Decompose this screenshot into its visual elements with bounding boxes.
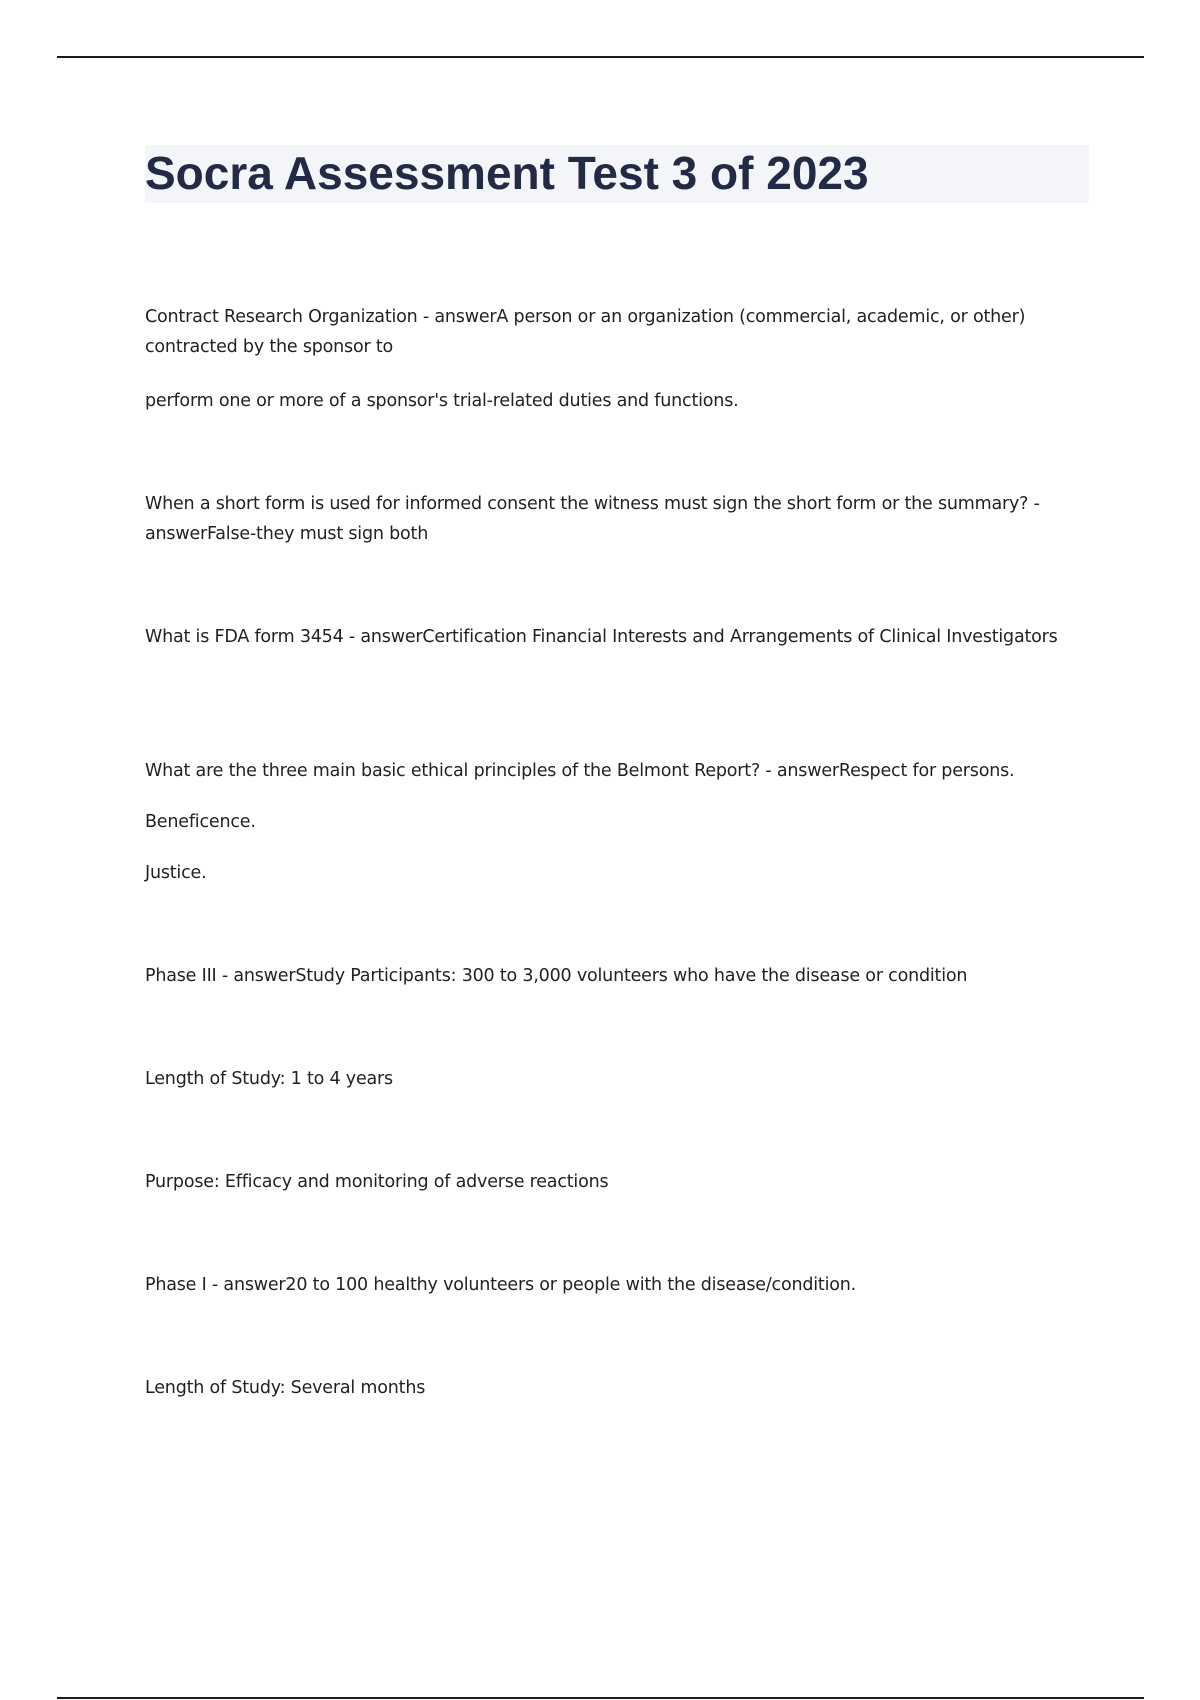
qa-fda-form: What is FDA form 3454 - answerCertification Financial Interests and Arrangements of Clinical Investigators bbox=[145, 627, 1058, 647]
qa-phase-three: Phase III - answerStudy Participants: 300 to 3,000 volunteers who have the disease or condition bbox=[145, 966, 968, 986]
qa-cro-question: Contract Research Organization - answerA person or an organization (commercial, academic, or other) contracted by the sponsor to bbox=[145, 307, 1026, 357]
bottom-rule bbox=[57, 1697, 1144, 1699]
page-title: Socra Assessment Test 3 of 2023 bbox=[145, 147, 869, 199]
top-rule bbox=[57, 56, 1144, 58]
qa-phase-three-purpose: Purpose: Efficacy and monitoring of adverse reactions bbox=[145, 1172, 609, 1192]
qa-belmont: What are the three main basic ethical principles of the Belmont Report? - answerRespect for persons. bbox=[145, 761, 1015, 781]
qa-belmont-justice: Justice. bbox=[145, 863, 207, 883]
qa-cro-answer-cont: perform one or more of a sponsor's trial-related duties and functions. bbox=[145, 391, 739, 411]
qa-short-form: When a short form is used for informed consent the witness must sign the short form or the summary? - answerFalse-they must sign both bbox=[145, 494, 1040, 544]
qa-phase-three-length: Length of Study: 1 to 4 years bbox=[145, 1069, 393, 1089]
qa-belmont-beneficence: Beneficence. bbox=[145, 812, 256, 832]
qa-phase-one: Phase I - answer20 to 100 healthy volunteers or people with the disease/condition. bbox=[145, 1275, 856, 1295]
qa-phase-one-length: Length of Study: Several months bbox=[145, 1378, 426, 1398]
